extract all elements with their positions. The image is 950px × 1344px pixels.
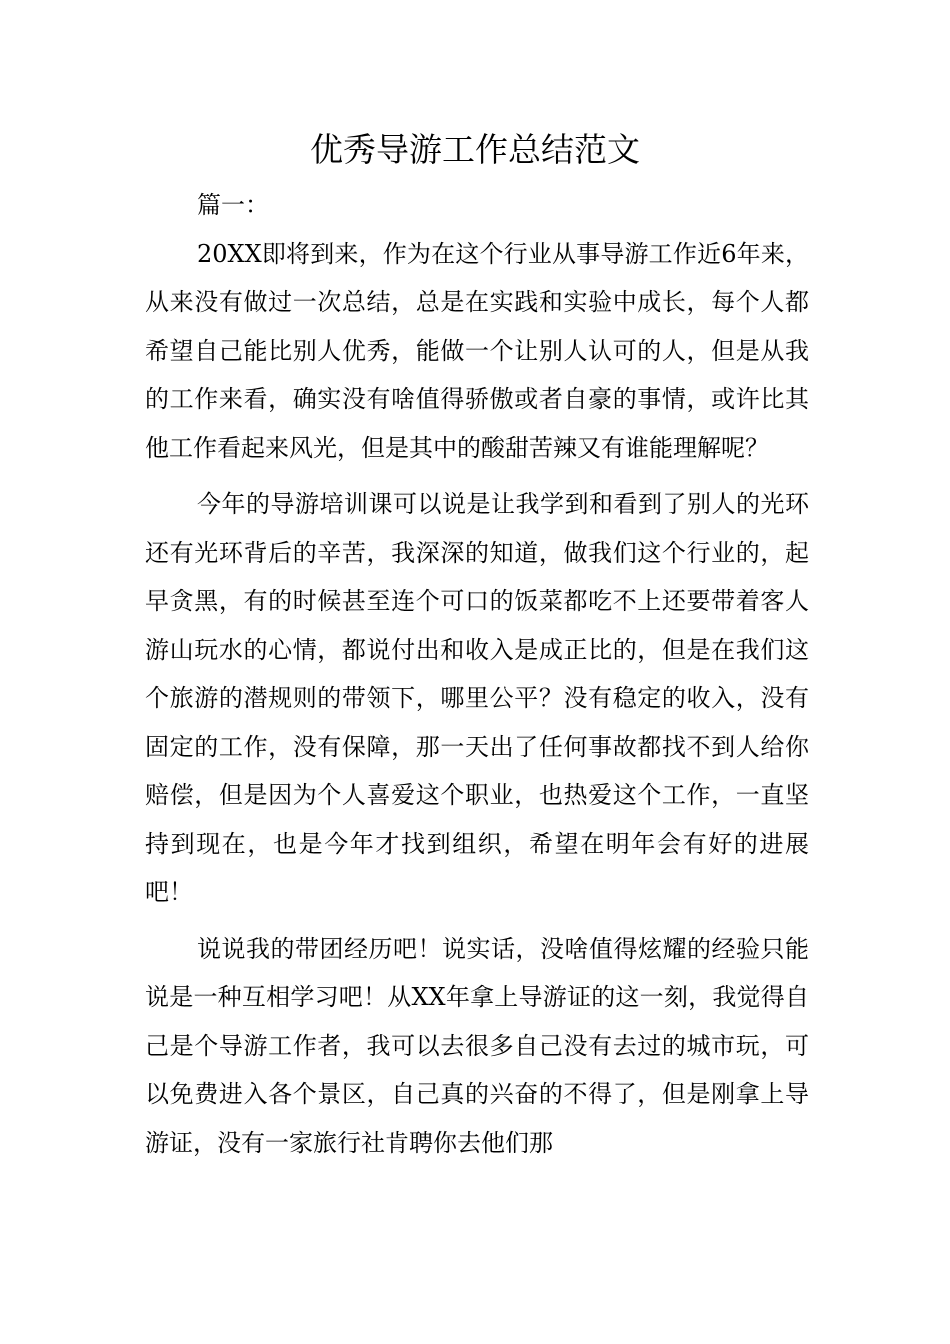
document-body	[145, 181, 809, 1167]
document-title: 优秀导游工作总结范文	[310, 130, 640, 169]
paragraph-3: 说说我的带团经历吧！说实话，没啥值得炫耀的经验只能说是一种互相学习吧！从XX年拿上导游证的这一刻，我觉得自己是个导游工作者，我可以去很多自己没有去过的城市玩，可以免费进入各个景区，自己真的兴奋的不得了，但是刚拿上导游证，没有一家旅行社肯聘你去他们那	[145, 934, 809, 1157]
paragraph-1: 20XX即将到来，作为在这个行业从事导游工作近6年来，从来没有做过一次总结，总是在实践和实验中成长，每个人都希望自己能比别人优秀，能做一个让别人认可的人，但是从我的工作来看，确实没有啥值得骄傲或者自豪的事情，或许比其他工作看起来风光，但是其中的酸甜苦辣又有谁能理解呢？	[145, 239, 809, 462]
paragraph-2: 今年的导游培训课可以说是让我学到和看到了别人的光环还有光环背后的辛苦，我深深的知道，做我们这个行业的，起早贪黑，有的时候甚至连个可口的饭菜都吃不上还要带着客人游山玩水的心情，都说付出和收入是成正比的，但是在我们这个旅游的潜规则的带领下，哪里公平？没有稳定的收入，没有固定的工作，没有保障，那一天出了任何事故都找不到人给你赔偿，但是因为个人喜爱这个职业，也热爱这个工作，一直坚持到现在，也是今年才找到组织，希望在明年会有好的进展吧！	[145, 490, 809, 906]
section-label: 篇一：	[197, 191, 269, 219]
